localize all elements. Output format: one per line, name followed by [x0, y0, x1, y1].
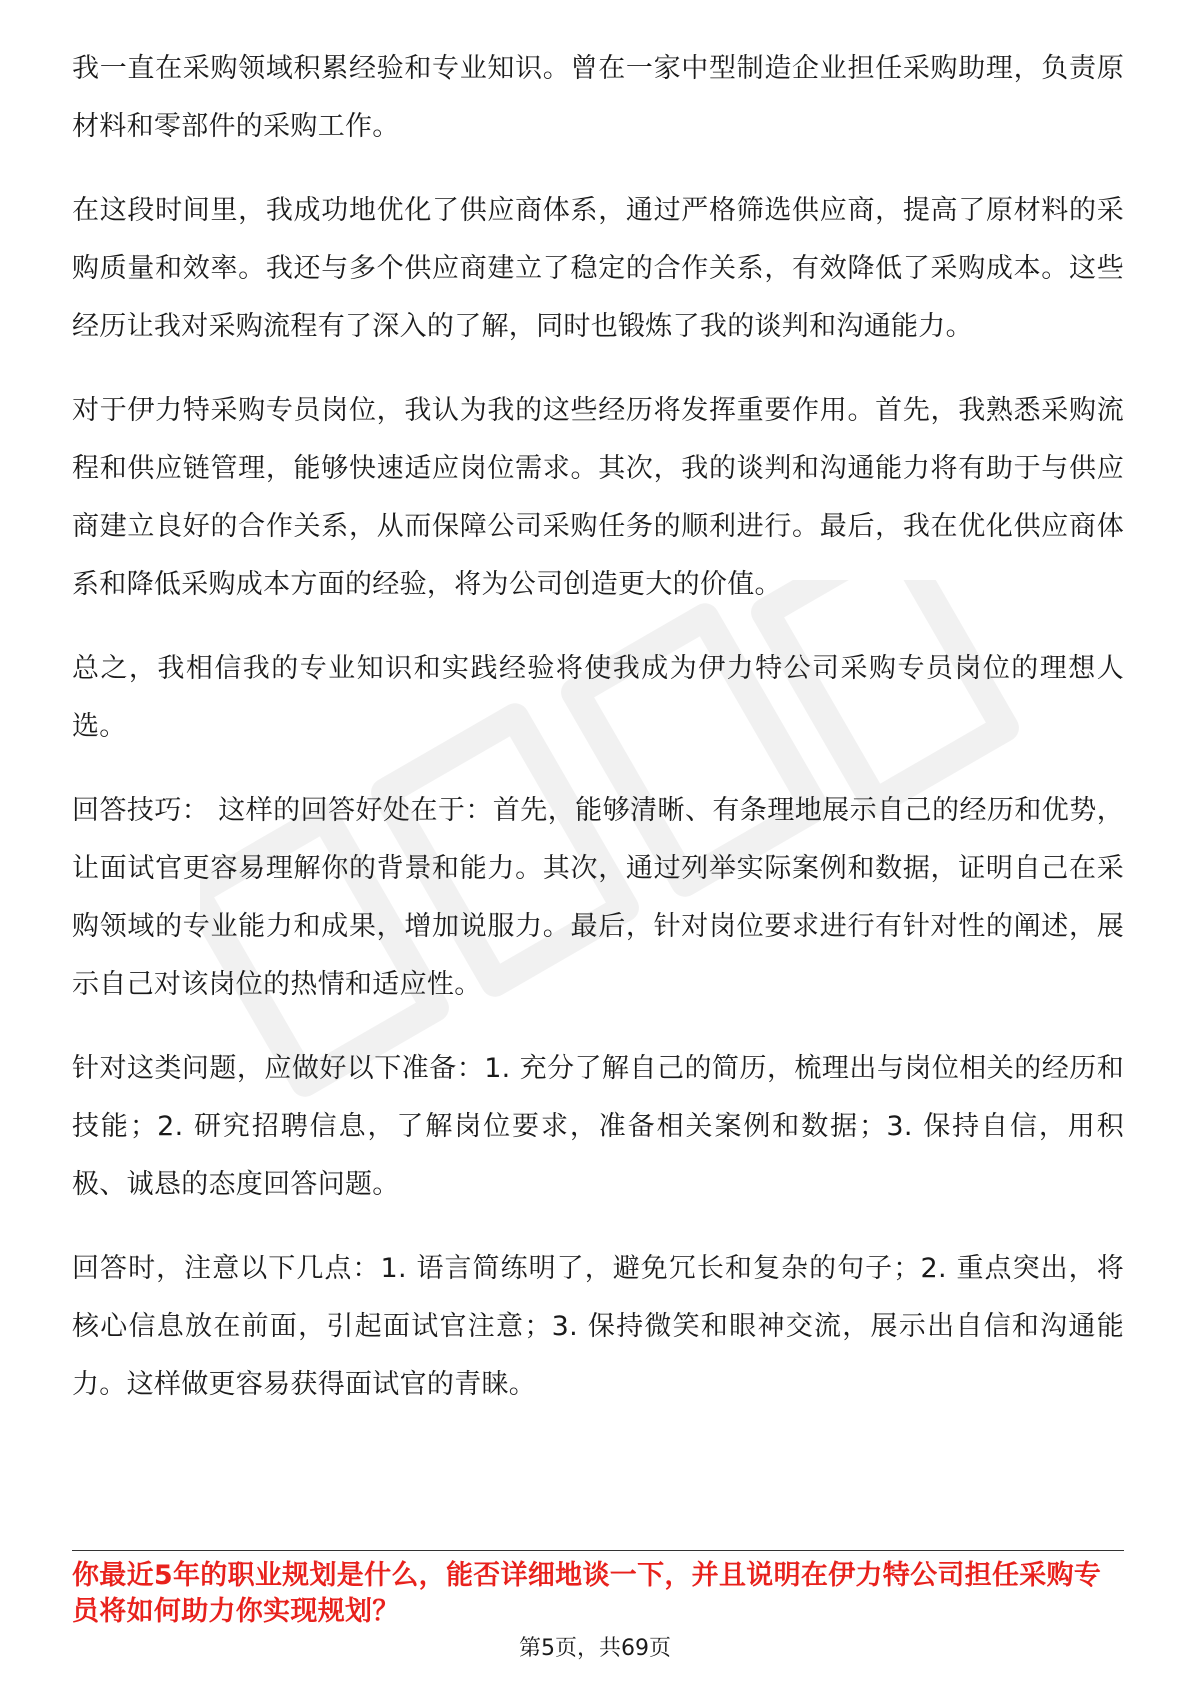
paragraph-answer-tips: 回答技巧： 这样的回答好处在于：首先，能够清晰、有条理地展示自己的经历和优势，让面试官更容易理解你的背景和能力。其次，通过列举实际案例和数据，证明自己在采购领域的专业能力和成果，增加说服力。最后，针对岗位要求进行有针对性的阐述，展示自己对该岗位的热情和适应性。: [72, 795, 1124, 1000]
paragraph-summary: 总之，我相信我的专业知识和实践经验将使我成为伊力特公司采购专员岗位的理想人选。: [72, 653, 1124, 742]
paragraph-experience: 我一直在采购领域积累经验和专业知识。曾在一家中型制造企业担任采购助理，负责原材料和零部件的采购工作。: [72, 53, 1124, 142]
next-question-heading: 你最近5年的职业规划是什么，能否详细地谈一下，并且说明在伊力特公司担任采购专员将如何助力你实现规划？: [72, 1560, 1102, 1627]
document-body: [72, 40, 1124, 1440]
page-footer: 第5页，共69页: [519, 1636, 671, 1661]
paragraph-answer-notes: 回答时，注意以下几点：1. 语言简练明了，避免冗长和复杂的句子；2. 重点突出，将核心信息放在前面，引起面试官注意；3. 保持微笑和眼神交流，展示出自信和沟通能力。这样做更容易获得面试官的青睐。: [72, 1253, 1124, 1400]
paragraph-achievements: 在这段时间里，我成功地优化了供应商体系，通过严格筛选供应商，提高了原材料的采购质量和效率。我还与多个供应商建立了稳定的合作关系，有效降低了采购成本。这些经历让我对采购流程有了深入的了解，同时也锻炼了我的谈判和沟通能力。: [72, 195, 1124, 342]
paragraph-role-fit: 对于伊力特采购专员岗位，我认为我的这些经历将发挥重要作用。首先，我熟悉采购流程和供应链管理，能够快速适应岗位需求。其次，我的谈判和沟通能力将有助于与供应商建立良好的合作关系，从而保障公司采购任务的顺利进行。最后，我在优化供应商体系和降低采购成本方面的经验，将为公司创造更大的价值。: [72, 395, 1124, 600]
section-divider: [72, 1550, 1124, 1551]
paragraph-preparation: 针对这类问题，应做好以下准备：1. 充分了解自己的简历，梳理出与岗位相关的经历和技能；2. 研究招聘信息，了解岗位要求，准备相关案例和数据；3. 保持自信，用积极、诚恳的态度回答问题。: [72, 1053, 1124, 1200]
